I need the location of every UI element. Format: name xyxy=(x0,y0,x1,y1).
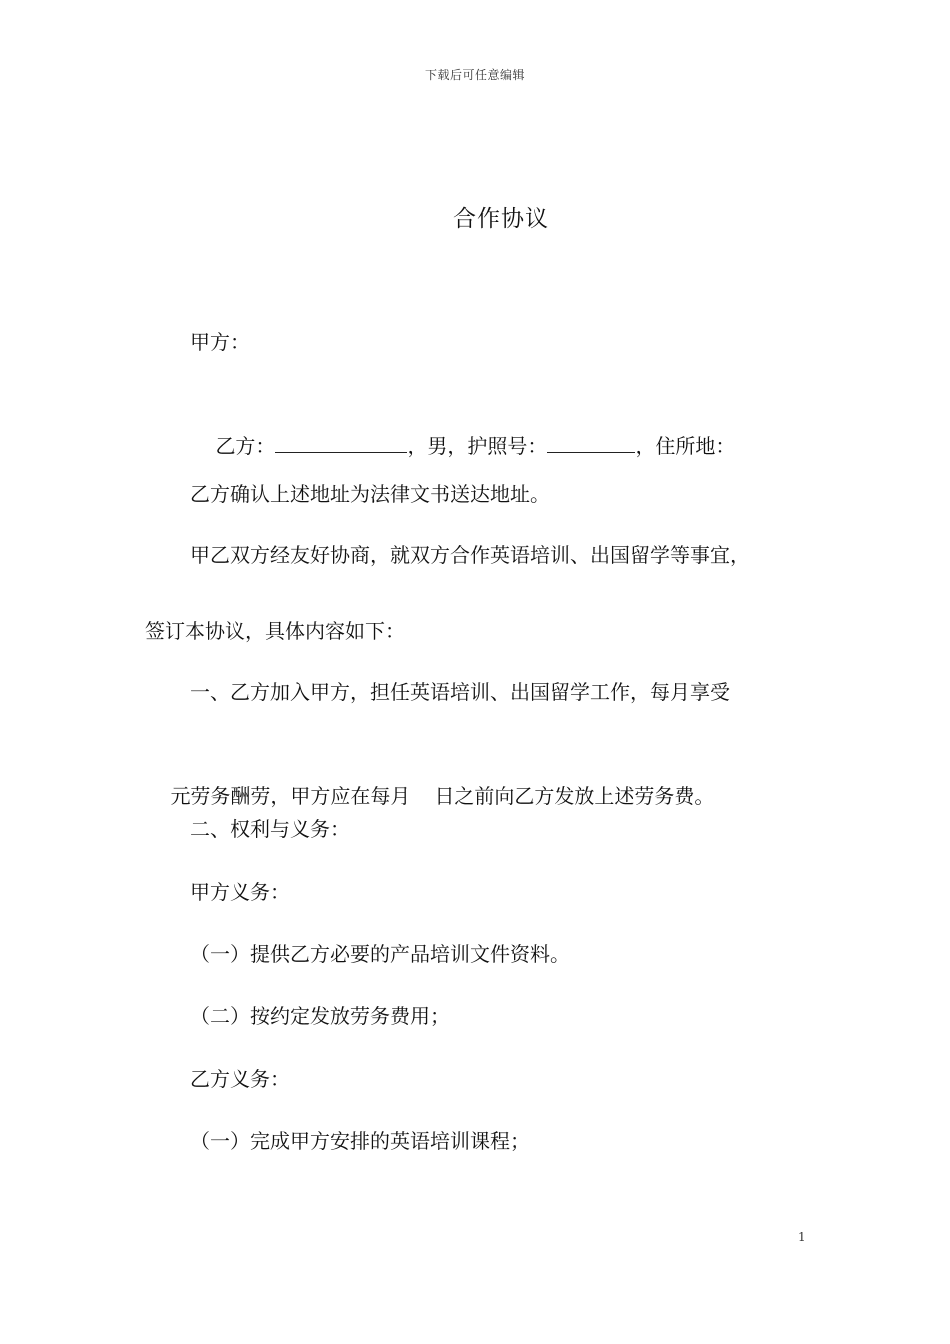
header-note: 下载后可任意编辑 xyxy=(424,68,525,82)
clause-1-payday-text: 日之前向乙方发放上述劳务费。 xyxy=(434,784,715,808)
clause-2-heading: 二、权利与义务： xyxy=(190,817,350,841)
clause-1-line-1: 一、乙方加入甲方，担任英语培训、出国留学工作，每月享受 xyxy=(190,680,730,704)
party-a-line: 甲方： xyxy=(190,330,250,354)
address-confirm-line: 乙方确认上述地址为法律文书送达地址。 xyxy=(190,482,550,506)
passport-number-blank xyxy=(547,434,635,453)
party-a-duties-heading: 甲方义务： xyxy=(190,880,290,904)
party-b-gender-text: ，男，护照号： xyxy=(407,434,548,458)
party-b-line xyxy=(190,404,735,488)
party-a-duty-1: （一）提供乙方必要的产品培训文件资料。 xyxy=(190,942,570,966)
intro-line-2: 签订本协议，具体内容如下： xyxy=(145,619,405,643)
clause-1-salary-text: 元劳务酬劳，甲方应在每月 xyxy=(170,784,411,808)
document-title: 合作协议 xyxy=(453,206,549,232)
party-b-duties-heading: 乙方义务： xyxy=(190,1067,290,1091)
intro-line-1: 甲乙双方经友好协商，就双方合作英语培训、出国留学等事宜， xyxy=(190,543,750,567)
party-b-duty-1: （一）完成甲方安排的英语培训课程； xyxy=(190,1129,530,1153)
page-number: 1 xyxy=(798,1230,806,1244)
party-a-duty-2: （二）按约定发放劳务费用； xyxy=(190,1004,450,1028)
party-b-name-blank xyxy=(275,434,407,453)
party-b-label: 乙方： xyxy=(215,434,276,458)
party-b-residence-text: ，住所地： xyxy=(635,434,736,458)
